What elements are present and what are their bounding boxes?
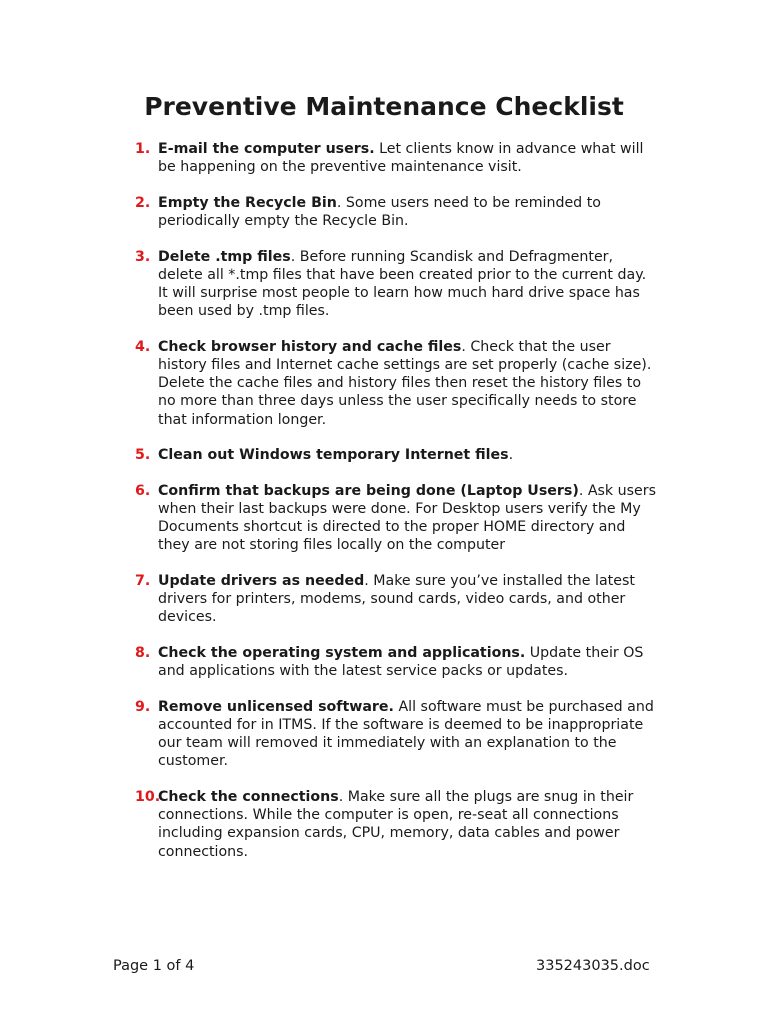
item-body: All software must be purchased and accounted for in ITMS. If the software is deemed to be inappropriate our team will removed it immediately with an explanation to the customer.	[158, 698, 654, 770]
item-number: 5.	[135, 447, 151, 464]
item-number: 7.	[135, 573, 151, 589]
item-body: Update their OS and applications with the latest service packs or updates.	[158, 645, 644, 680]
checklist-item	[0, 644, 768, 680]
page-number: Page 1 of 4	[113, 958, 195, 974]
checklist-item	[0, 194, 768, 230]
item-number: 3.	[135, 248, 151, 265]
item-number: 8.	[135, 645, 151, 661]
item-heading: Empty the Recycle Bin	[158, 194, 337, 211]
checklist	[0, 140, 768, 878]
page-title: Preventive Maintenance Checklist	[144, 92, 624, 121]
item-body: . Make sure you’ve installed the latest drivers for printers, modems, sound cards, video cards, and other devices.	[158, 573, 635, 626]
item-number: 2.	[135, 194, 151, 211]
checklist-item	[0, 572, 768, 627]
checklist-item	[0, 338, 768, 429]
checklist-item	[0, 248, 768, 321]
item-number: 6.	[135, 482, 151, 499]
item-number: 10.	[135, 789, 161, 805]
checklist-item	[0, 698, 768, 771]
file-name: 335243035.doc	[536, 958, 650, 974]
item-heading: Check the connections	[158, 789, 339, 805]
item-number: 1.	[135, 141, 151, 157]
item-heading: Check browser history and cache files	[158, 338, 462, 355]
item-heading: E-mail the computer users.	[158, 141, 375, 157]
checklist-item	[0, 140, 768, 176]
item-heading: Confirm that backups are being done (Laptop Users)	[158, 482, 579, 499]
item-body: Let clients know in advance what will be happening on the preventive maintenance visit.	[158, 141, 644, 176]
item-heading: Check the operating system and applications.	[158, 645, 526, 661]
item-number: 4.	[135, 338, 151, 355]
item-body: . Some users need to be reminded to periodically empty the Recycle Bin.	[158, 194, 601, 229]
item-body: .	[508, 447, 514, 464]
checklist-item	[0, 482, 768, 555]
item-body: . Check that the user history files and Internet cache settings are set properly (cache size). Delete the cache files and history files then reset the history files to no more than three days unless the user specifically needs to store that information longer.	[158, 338, 652, 428]
item-heading: Delete .tmp files	[158, 248, 291, 265]
item-heading: Update drivers as needed	[158, 573, 365, 589]
item-body: . Ask users when their last backups were done. For Desktop users verify the My Documents shortcut is directed to the proper HOME directory and they are not storing files locally on the computer	[158, 482, 656, 554]
checklist-item	[0, 446, 768, 464]
item-heading: Clean out Windows temporary Internet files	[158, 447, 509, 464]
item-body: . Before running Scandisk and Defragmenter, delete all *.tmp files that have been created prior to the current day. It will surprise most people to learn how much hard drive space has been used by .tmp files.	[158, 248, 647, 320]
checklist-item	[0, 788, 768, 861]
item-body: . Make sure all the plugs are snug in their connections. While the computer is open, re-seat all connections including expansion cards, CPU, memory, data cables and power connections.	[158, 789, 634, 860]
item-heading: Remove unlicensed software.	[158, 698, 394, 715]
item-number: 9.	[135, 698, 151, 715]
